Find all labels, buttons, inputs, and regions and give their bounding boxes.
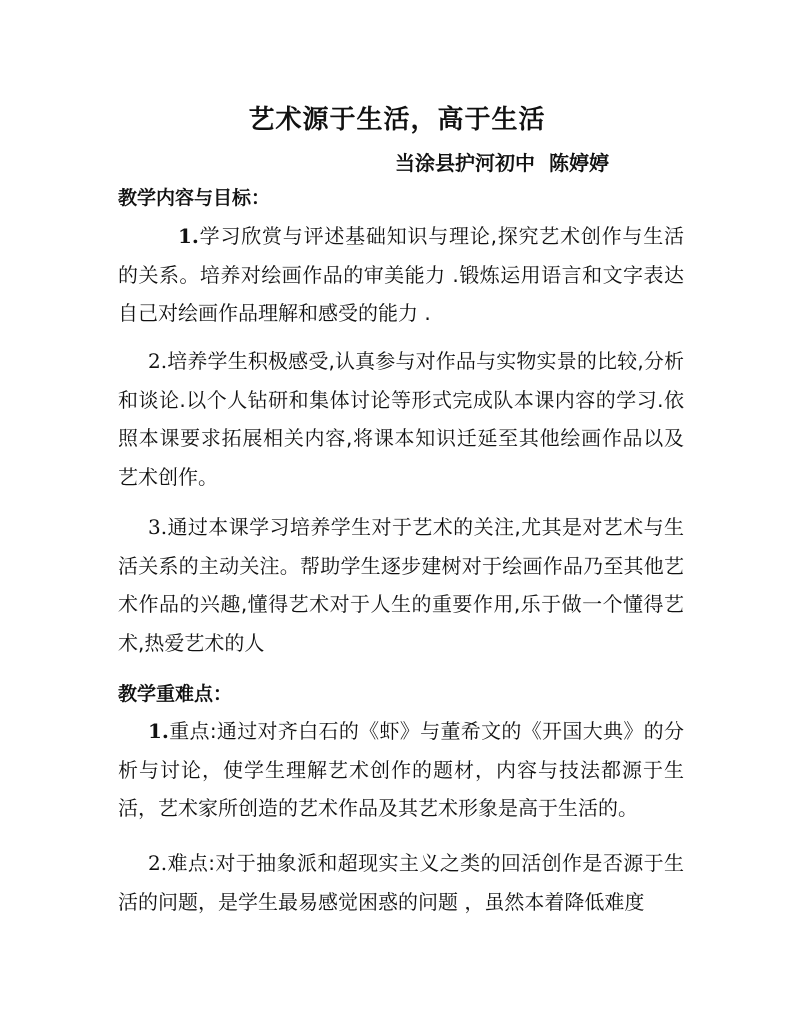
goal-item-number: 2. <box>148 349 168 373</box>
key-point-text: 难点:对于抽象派和超现实主义之类的回活创作是否源于生活的问题，是学生最易感觉困惑的问题 ，虽然本着降低难度 <box>118 851 684 914</box>
key-points-heading: 教学重难点： <box>118 683 233 705</box>
goal-item-number: 1. <box>178 224 199 248</box>
goals-heading: 教学内容与目标： <box>118 187 271 209</box>
goal-item-1 <box>118 217 684 333</box>
goal-item-text: 通过本课学习培养学生对于艺术的关注,尤其是对艺术与生活关系的主动关注。帮助学生逐步建树对于绘画作品乃至其他艺术作品的兴趣,懂得艺术对于人生的重要作用,乐于做一个懂得艺术,热爱艺术的人 <box>118 515 684 655</box>
goal-item-number: 3. <box>148 515 168 539</box>
author-school: 当涂县护河初中 <box>395 151 535 175</box>
key-point-item-1 <box>118 712 684 828</box>
key-point-number: 1. <box>148 719 169 743</box>
goal-item-3 <box>118 508 684 662</box>
goal-item-text: 学习欣赏与评述基础知识与理论,探究艺术创作与生活的关系。培养对绘画作品的审美能力 .锻炼运用语言和文字表达自己对绘画作品理解和感受的能力 . <box>118 224 684 326</box>
key-point-text: 重点:通过对齐白石的《虾》与董希文的《开国大典》的分析与讨论，使学生理解艺术创作的题材，内容与技法都源于生活，艺术家所创造的艺术作品及其艺术形象是高于生活的。 <box>118 719 684 821</box>
goal-item-2 <box>118 342 684 496</box>
author-line <box>395 147 609 179</box>
key-point-item-2 <box>118 844 684 921</box>
document-title: 艺术源于生活，高于生活 <box>248 105 546 135</box>
key-point-number: 2. <box>148 851 168 875</box>
goal-item-text: 培养学生积极感受,认真参与对作品与实物实景的比较,分析和谈论.以个人钻研和集体讨论等形式完成队本课内容的学习.依照本课要求拓展相关内容,将课本知识迁延至其他绘画作品以及艺术创作。 <box>118 349 684 489</box>
author-name: 陈婷婷 <box>549 151 609 175</box>
